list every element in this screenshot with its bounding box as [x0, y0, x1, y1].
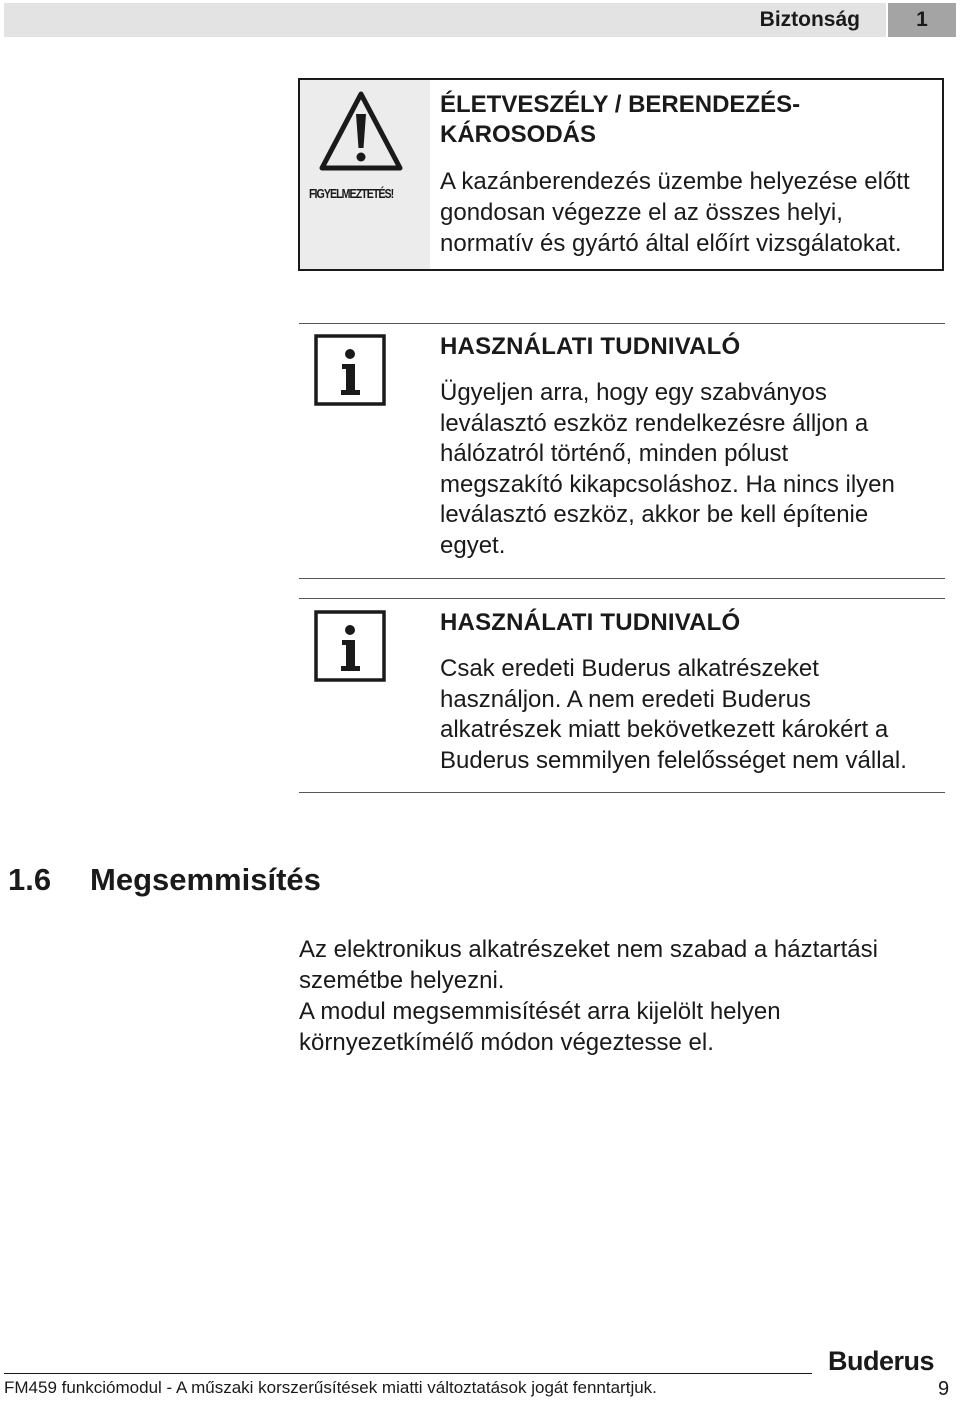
notice-rule-bottom: [299, 578, 945, 579]
warning-sidebar: [300, 80, 430, 269]
notice-body-line: egyet.: [440, 531, 506, 559]
notice-rule-bottom: [299, 792, 945, 793]
section-number: 1.6: [8, 862, 52, 897]
warning-box: [298, 78, 944, 271]
section-body: [299, 934, 939, 1058]
section-body-line: A modul megsemmisítését arra kijelölt helyen: [299, 998, 781, 1025]
notice-rule-top: [299, 323, 945, 324]
footer-rule: [4, 1373, 812, 1374]
buderus-logo: Buderus: [828, 1346, 935, 1376]
section-body-line: környezetkímélő módon végeztesse el.: [299, 1029, 714, 1056]
notice-body: [440, 378, 950, 561]
warning-label: FIGYELMEZTETÉS!: [309, 186, 394, 201]
warning-body-line: normatív és gyártó által előírt vizsgálatokat.: [440, 230, 902, 257]
section-body-line: Az elektronikus alkatrészeket nem szabad a háztartási: [299, 936, 878, 963]
notice-body-line: hálózatról történő, minden pólust: [440, 440, 789, 467]
warning-body-line: A kazánberendezés üzembe helyezése előtt: [440, 168, 910, 195]
notice-body-line: Csak eredeti Buderus alkatrészeket: [440, 655, 819, 682]
notice-body-line: leválasztó eszköz, akkor be kell építenie: [440, 501, 869, 528]
page-number: 9: [938, 1378, 950, 1400]
notice-body-line: használjon. A nem eredeti Buderus: [440, 685, 811, 713]
warning-title: [440, 90, 920, 150]
notice-body-line: leválasztó eszköz rendelkezésre álljon a: [440, 409, 869, 437]
info-icon: [314, 610, 386, 682]
footer-text: FM459 funkciómodul - A műszaki korszerűsítések miatti változtatások jogát fenntartjuk.: [4, 1378, 657, 1397]
notice-body-line: megszakító kikapcsoláshoz. Ha nincs ilyen: [440, 470, 895, 498]
notice-body-line: Ügyeljen arra, hogy egy szabványos: [440, 379, 827, 406]
notice-body: [440, 654, 950, 776]
header-section-title: Biztonság: [759, 8, 860, 31]
notice-rule-top: [299, 598, 945, 599]
warning-title-line: KÁROSODÁS: [440, 121, 597, 148]
info-icon: [314, 334, 386, 406]
header-chapter-number: 1: [888, 3, 956, 37]
notice-title: HASZNÁLATI TUDNIVALÓ: [440, 333, 741, 360]
notice-body-line: alkatrészek miatt bekövetkezett károkért a: [440, 716, 889, 743]
warning-body: [440, 166, 940, 259]
notice-title: HASZNÁLATI TUDNIVALÓ: [440, 609, 741, 636]
warning-title-line: ÉLETVESZÉLY / BERENDEZÉS-: [440, 91, 801, 118]
warning-body-line: gondosan végezze el az összes helyi,: [440, 199, 843, 226]
warning-triangle-icon: [318, 90, 404, 172]
section-title: Megsemmisítés: [90, 862, 321, 897]
notice-body-line: Buderus semmilyen felelősséget nem vállal.: [440, 746, 907, 774]
section-body-line: szemétbe helyezni.: [299, 967, 505, 994]
